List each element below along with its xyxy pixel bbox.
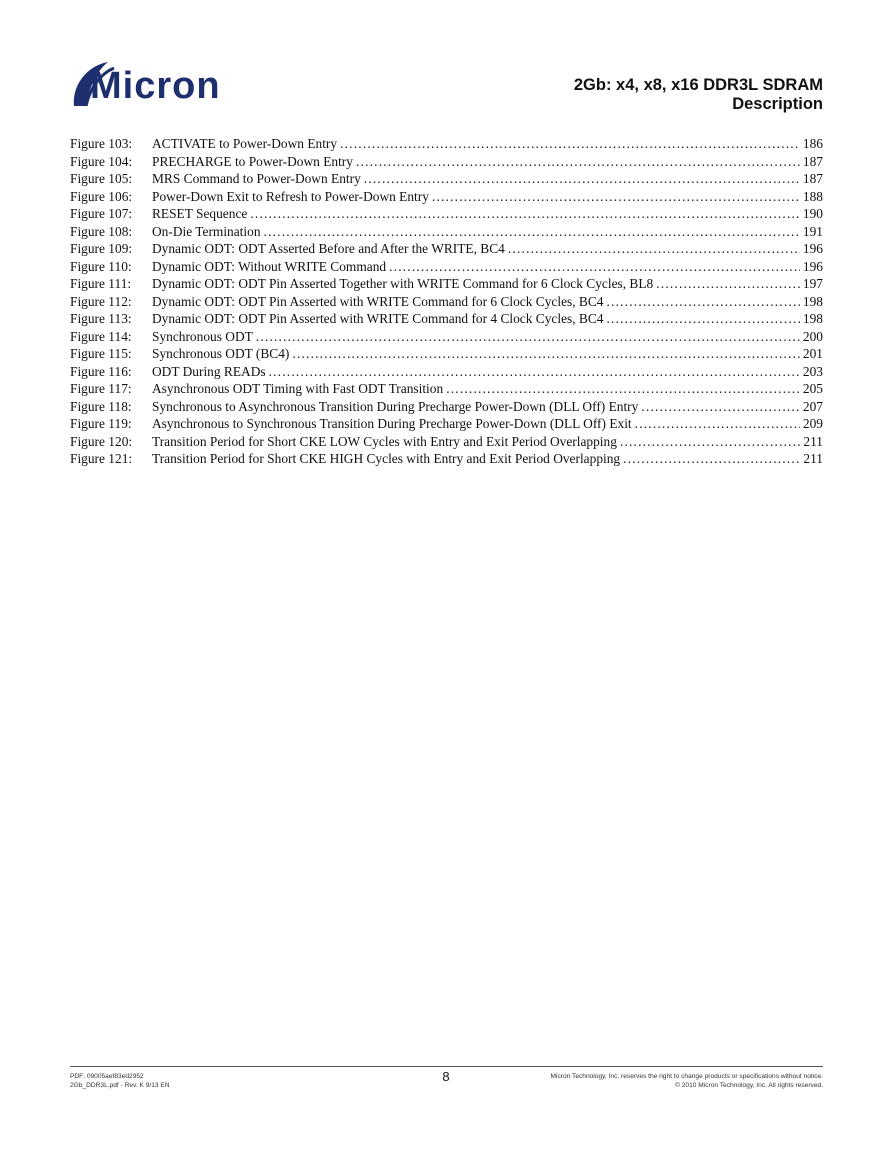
figure-title: Synchronous ODT (BC4) bbox=[152, 346, 290, 361]
toc-entry[interactable] bbox=[70, 294, 823, 312]
figure-title: Dynamic ODT: Without WRITE Command bbox=[152, 258, 387, 274]
figure-number: Figure 105: bbox=[70, 171, 133, 186]
figure-title: Synchronous to Asynchronous Transition During Precharge Power-Down (DLL Off) Entry bbox=[152, 398, 639, 414]
figure-number: Figure 111: bbox=[70, 276, 132, 291]
dot-leader bbox=[620, 434, 801, 450]
dot-leader bbox=[256, 329, 800, 345]
figure-title: Dynamic ODT: ODT Pin Asserted with WRITE Command for 6 Clock Cycles, BC4 bbox=[152, 293, 604, 309]
page-ref: 211 bbox=[803, 433, 823, 449]
figure-title: Transition Period for Short CKE HIGH Cycles with Entry and Exit Period Overlapping bbox=[152, 451, 621, 466]
title-line-2: Description bbox=[732, 95, 823, 113]
dot-leader bbox=[635, 416, 800, 432]
figure-number: Figure 107: bbox=[70, 206, 133, 221]
toc-entry[interactable] bbox=[70, 399, 823, 417]
dot-leader bbox=[656, 276, 800, 292]
dot-leader bbox=[340, 136, 800, 152]
dot-leader bbox=[364, 171, 800, 187]
page-ref: 188 bbox=[802, 188, 823, 204]
figure-title: MRS Command to Power-Down Entry bbox=[152, 171, 361, 186]
page-header bbox=[68, 56, 823, 118]
page-ref: 196 bbox=[802, 258, 823, 274]
figure-number: Figure 109: bbox=[70, 241, 133, 256]
page-ref: 200 bbox=[802, 328, 823, 344]
list-of-figures bbox=[70, 136, 823, 469]
dot-leader bbox=[432, 189, 800, 205]
figure-number: Figure 115: bbox=[70, 346, 132, 361]
figure-title: Asynchronous to Synchronous Transition During Precharge Power-Down (DLL Off) Exit bbox=[152, 416, 632, 431]
dot-leader bbox=[356, 154, 800, 170]
dot-leader bbox=[250, 206, 800, 222]
page-ref: 203 bbox=[802, 363, 823, 379]
figure-number: Figure 120: bbox=[70, 433, 133, 449]
document-title bbox=[574, 76, 823, 114]
toc-entry[interactable] bbox=[70, 136, 823, 154]
page-ref: 197 bbox=[802, 276, 823, 291]
figure-number: Figure 117: bbox=[70, 381, 132, 396]
figure-number: Figure 110: bbox=[70, 258, 132, 274]
page-ref: 187 bbox=[802, 153, 823, 169]
page-ref: 211 bbox=[803, 451, 823, 466]
dot-leader bbox=[623, 451, 800, 467]
dot-leader bbox=[292, 346, 800, 362]
figure-number: Figure 119: bbox=[70, 416, 132, 431]
dot-leader bbox=[446, 381, 800, 397]
logo-wordmark: Micron bbox=[90, 65, 221, 107]
figure-number: Figure 116: bbox=[70, 363, 132, 379]
page-ref: 209 bbox=[802, 416, 823, 431]
dot-leader bbox=[508, 241, 800, 257]
footer-doc-info bbox=[70, 1072, 170, 1090]
dot-leader bbox=[269, 364, 800, 380]
pdf-id: PDF: 09005aef83ed2952 bbox=[70, 1073, 144, 1080]
toc-entry[interactable] bbox=[70, 381, 823, 399]
figure-title: Power-Down Exit to Refresh to Power-Down Entry bbox=[152, 188, 429, 204]
notice-line-2: © 2010 Micron Technology, Inc. All rights reserved. bbox=[675, 1082, 823, 1089]
dot-leader bbox=[606, 311, 799, 327]
toc-entry[interactable] bbox=[70, 171, 823, 189]
toc-entry[interactable] bbox=[70, 206, 823, 224]
notice-line-1: Micron Technology, Inc. reserves the right to change products or specifications without notice. bbox=[550, 1073, 823, 1080]
toc-entry[interactable] bbox=[70, 154, 823, 172]
page-ref: 190 bbox=[802, 206, 823, 221]
page-ref: 201 bbox=[802, 346, 823, 361]
page-number: 8 bbox=[442, 1069, 450, 1084]
figure-title: Transition Period for Short CKE LOW Cycles with Entry and Exit Period Overlapping bbox=[152, 433, 617, 449]
figure-title: ODT During READs bbox=[152, 363, 266, 379]
toc-entry[interactable] bbox=[70, 451, 823, 469]
figure-title: RESET Sequence bbox=[152, 206, 248, 221]
figure-title: Dynamic ODT: ODT Pin Asserted with WRITE Command for 4 Clock Cycles, BC4 bbox=[152, 311, 604, 326]
dot-leader bbox=[264, 224, 800, 240]
page-ref: 191 bbox=[802, 223, 823, 239]
file-info: 2Gb_DDR3L.pdf - Rev. K 9/13 EN bbox=[70, 1082, 170, 1089]
figure-title: On-Die Termination bbox=[152, 223, 261, 239]
toc-entry[interactable] bbox=[70, 259, 823, 277]
title-line-1: 2Gb: x4, x8, x16 DDR3L SDRAM bbox=[573, 76, 823, 94]
toc-entry[interactable] bbox=[70, 311, 823, 329]
page-ref: 207 bbox=[802, 398, 823, 414]
figure-number: Figure 113: bbox=[70, 311, 132, 326]
dot-leader bbox=[606, 294, 799, 310]
figure-number: Figure 106: bbox=[70, 188, 133, 204]
page-ref: 196 bbox=[802, 241, 823, 256]
figure-number: Figure 103: bbox=[70, 136, 133, 151]
toc-entry[interactable] bbox=[70, 364, 823, 382]
figure-title: Dynamic ODT: ODT Pin Asserted Together with WRITE Command for 6 Clock Cycles, BL8 bbox=[152, 276, 654, 291]
page-ref: 186 bbox=[802, 136, 823, 151]
page-ref: 198 bbox=[802, 293, 823, 309]
toc-entry[interactable] bbox=[70, 241, 823, 259]
figure-title: Asynchronous ODT Timing with Fast ODT Transition bbox=[152, 381, 444, 396]
toc-entry[interactable] bbox=[70, 346, 823, 364]
footer-notice bbox=[551, 1072, 823, 1090]
figure-title: Synchronous ODT bbox=[152, 328, 253, 344]
toc-entry[interactable] bbox=[70, 189, 823, 207]
toc-entry[interactable] bbox=[70, 434, 823, 452]
figure-title: PRECHARGE to Power-Down Entry bbox=[152, 153, 353, 169]
page-ref: 198 bbox=[802, 311, 823, 326]
figure-number: Figure 104: bbox=[70, 153, 133, 169]
toc-entry[interactable] bbox=[70, 276, 823, 294]
figure-number: Figure 112: bbox=[70, 293, 132, 309]
toc-entry[interactable] bbox=[70, 416, 823, 434]
figure-title: ACTIVATE to Power-Down Entry bbox=[152, 136, 338, 151]
dot-leader bbox=[389, 259, 800, 275]
page-ref: 205 bbox=[802, 381, 823, 396]
figure-number: Figure 121: bbox=[70, 451, 133, 466]
page-ref: 187 bbox=[802, 171, 823, 186]
toc-entry[interactable] bbox=[70, 224, 823, 242]
figure-number: Figure 114: bbox=[70, 328, 132, 344]
figure-number: Figure 118: bbox=[70, 398, 132, 414]
toc-entry[interactable] bbox=[70, 329, 823, 347]
footer-divider bbox=[70, 1066, 823, 1067]
dot-leader bbox=[641, 399, 800, 415]
figure-number: Figure 108: bbox=[70, 223, 133, 239]
micron-logo bbox=[68, 56, 244, 112]
figure-title: Dynamic ODT: ODT Asserted Before and After the WRITE, BC4 bbox=[152, 241, 505, 256]
